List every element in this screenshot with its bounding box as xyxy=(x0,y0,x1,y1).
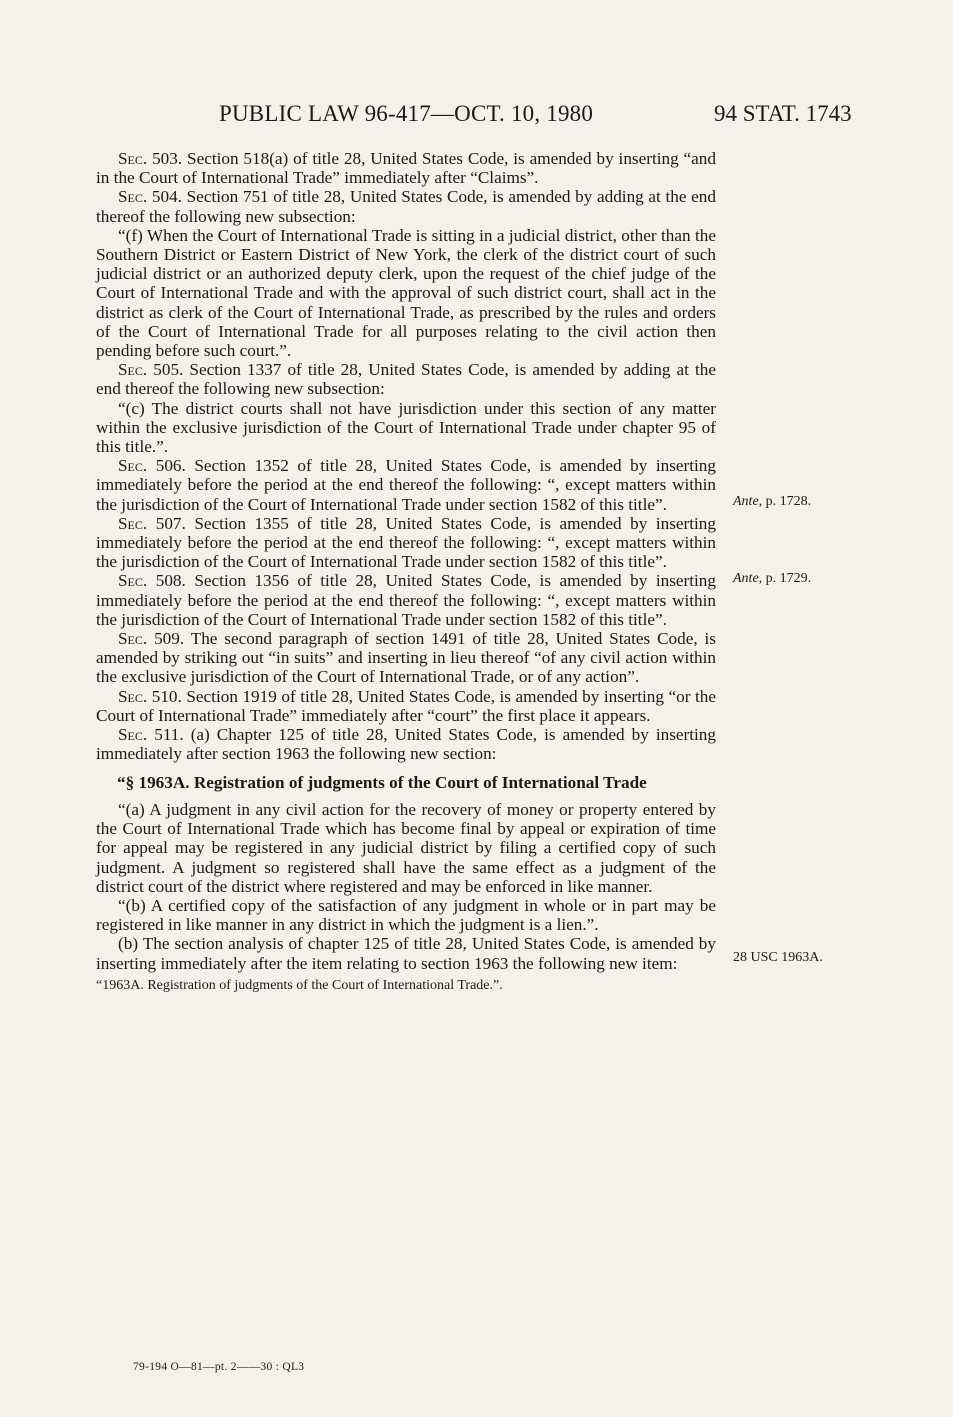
section-503 xyxy=(96,149,716,187)
sec-label: Sec. xyxy=(118,725,148,745)
margin-note-page: p. 1728. xyxy=(762,494,812,509)
section-504-subsection-f: “(f) When the Court of International Trade is sitting in a judicial district, other than the Southern District or Eastern District of New York, the clerk of the district court of such judicial district or an authorized deputy clerk, upon the request of the chief judge of the Court of International Trade and with the approval of such district court, shall act in the district as clerk of the Court of International Trade, as prescribed by the rules and orders of the Court of International Trade for all purposes relating to the civil action then pending before such court.”. xyxy=(96,225,716,361)
sec-label: Sec. xyxy=(118,187,148,207)
sec-label: Sec. xyxy=(118,629,148,649)
section-511-b: (b) The section analysis of chapter 125 of title 28, United States Code, is amended by inserting immediately after the item relating to section 1963 the following new item: xyxy=(96,934,716,973)
section-507 xyxy=(96,514,716,572)
section-1963a-subsection-a: “(a) A judgment in any civil action for the recovery of money or property entered by the Court of International Trade which has become final by appeal or expiration of time for appeal may be registered in any judicial district by filing a certified copy of such judgment. A judgment so registered shall have the same effect as a judgment of the district court of the district where registered and may be enforced in like manner. xyxy=(96,800,716,896)
sec-label: Sec. xyxy=(118,686,148,706)
sec-label: Sec. xyxy=(118,513,148,533)
section-511 xyxy=(96,725,716,763)
page-header-stat: 94 STAT. 1743 xyxy=(714,101,852,126)
section-503-text: 503. Section 518(a) of title 28, United States Code, is amended by inserting “and in the Court of International Trade” immediately after “Claims”. xyxy=(96,149,716,188)
margin-note-page: p. 1729. xyxy=(762,571,812,586)
section-1963a-heading: “§ 1963A. Registration of judgments of the Court of International Trade xyxy=(117,772,647,792)
section-507-text: 507. Section 1355 of title 28, United States Code, is amended by inserting immediately before the period at the end thereof the following: “, except matters within the jurisdiction of the Court of International Trade under section 1582 of this title”. xyxy=(96,513,716,572)
page-footer: 79-194 O—81—pt. 2——30 : QL3 xyxy=(133,1361,305,1373)
section-510 xyxy=(96,687,716,725)
sec-label: Sec. xyxy=(118,571,148,591)
margin-note-28-usc-1963a: 28 USC 1963A. xyxy=(733,950,823,965)
margin-note-ante-1728 xyxy=(733,494,811,510)
section-509 xyxy=(96,629,716,687)
section-508-text: 508. Section 1356 of title 28, United States Code, is amended by inserting immediately before the period at the end thereof the following: “, except matters within the jurisdiction of the Court of International Trade under section 1582 of this title”. xyxy=(96,571,716,629)
section-506 xyxy=(96,456,716,514)
section-505-text: 505. Section 1337 of title 28, United States Code, is amended by adding at the end thereof the following new subsection: xyxy=(96,360,716,399)
sec-label: Sec. xyxy=(118,360,148,380)
section-1963a-subsection-b: “(b) A certified copy of the satisfaction of any judgment in whole or in part may be registered in like manner in any district in which the judgment is a lien.”. xyxy=(96,896,716,935)
section-506-text: 506. Section 1352 of title 28, United States Code, is amended by inserting immediately before the period at the end thereof the following: “, except matters within the jurisdiction of the Court of International Trade under section 1582 of this title”. xyxy=(96,456,716,514)
new-item-1963a: “1963A. Registration of judgments of the Court of International Trade.”. xyxy=(96,977,503,993)
margin-note-ante: Ante, xyxy=(733,494,763,509)
sec-label: Sec. xyxy=(118,149,148,168)
page-header-title: PUBLIC LAW 96-417—OCT. 10, 1980 xyxy=(219,101,594,126)
section-504 xyxy=(96,187,716,225)
section-508 xyxy=(96,571,716,629)
section-509-text: 509. The second paragraph of section 1491 of title 28, United States Code, is amended by striking out “in suits” and inserting in lieu thereof “of any civil action within the exclusive jurisdiction of the Court of International Trade, or of any action”. xyxy=(96,629,716,687)
margin-note-ante-1729 xyxy=(733,571,811,587)
margin-note-ante: Ante, xyxy=(733,571,763,586)
section-504-text: 504. Section 751 of title 28, United States Code, is amended by adding at the end thereof the following new subsection: xyxy=(96,187,716,226)
body-text xyxy=(96,149,716,994)
section-510-text: 510. Section 1919 of title 28, United States Code, is amended by inserting “or the Court of International Trade” immediately after “court” the first place it appears. xyxy=(96,686,716,725)
section-505-subsection-c: “(c) The district courts shall not have jurisdiction under this section of any matter within the exclusive jurisdiction of the Court of International Trade under chapter 95 of this title.”. xyxy=(96,398,716,457)
section-505 xyxy=(96,360,716,398)
sec-label: Sec. xyxy=(118,456,148,476)
section-511-text: 511. (a) Chapter 125 of title 28, United States Code, is amended by inserting immediately after section 1963 the following new section: xyxy=(96,725,716,764)
